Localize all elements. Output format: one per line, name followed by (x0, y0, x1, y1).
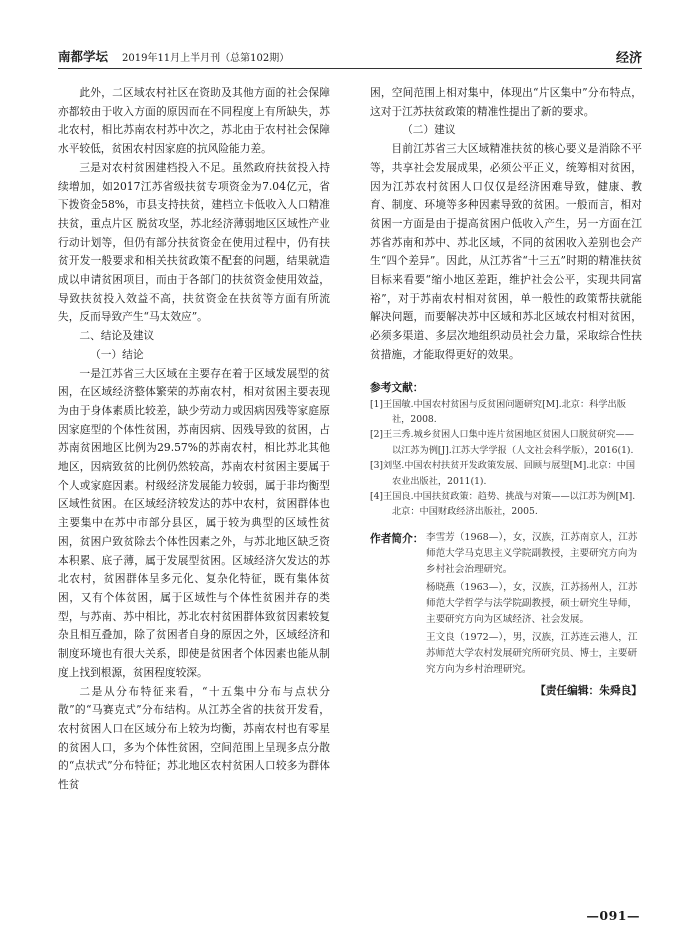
body-paragraph: 一是江苏省三大区域在主要存在着于区域发展型的贫困，在区域经济整体繁荣的苏南农村，相对贫困主要表现为由于身体素质比较差，缺少劳动力或因病因残等家庭原因家庭型的个体性贫困，苏南因病、因残导致的贫困，占苏南贫困地区比例为29.57%的苏南农村，相比苏北其他地区，因病致贫的比例仍然较高，苏南农村贫困主要属于个人或家庭因素。村级经济发展能力较弱，属于非均衡型区域性贫困。在区域经济较发达的苏中农村，贫困群体也主要集中在苏中市部分县区，属于较为典型的区域性贫困，贫困户致贫除去个体性因素之外，与苏北地区缺乏资本积累、底子薄，属于发展型贫困。区域经济欠发达的苏北农村，贫困群体呈多元化、复杂化特征，既有集体贫困，又有个体贫困，属于区域性与个体性贫困并存的类型，与苏南、苏中相比，苏北农村贫困群体致贫因素较复杂且相互叠加，除了贫困者自身的原因之外，区域经济和制度环境也有很大关系，即使是贫困者个体因素也能从制度上找到根源，贫困程度较深。 (58, 366, 330, 679)
page-number: —091— (586, 908, 640, 923)
author-bio: 杨晓燕（1963—），女，汉族，江苏扬州人，江苏师范大学哲学与法学院副教授，硕士研究生导师，主要研究方向为区域经济、社会发展。 (426, 581, 638, 625)
responsible-editor: 【责任编辑：朱舜良】 (535, 683, 642, 697)
reference-item: [1]王国敏.中国农村贫困与反贫困问题研究[M].北京：科学出版社，2008. (370, 398, 626, 425)
issue-info: 2019年11月上半月刊（总第102期） (122, 53, 290, 64)
section-heading: 二、结论及建议 (79, 329, 155, 343)
left-column (58, 84, 330, 795)
body-paragraph: 目前江苏省三大区域精准扶贫的核心要义是消除不平等，共享社会发展成果，必须公平正义，统筹相对贫困，因为江苏农村贫困人口仅仅是经济困难导致，健康、教育、制度、环境等多种因素导致的贫困。一般而言，相对贫困一方面是由于提高贫困户低收入产生，另一方面在江苏省苏南和苏中、苏北区域，不同的贫困收入差别也会产生“四个差异”。因此，从江苏省“十三五”时期的精准扶贫目标来看要“缩小地区差距，维护社会公平，实现共同富裕”，对于苏南农村相对贫困，单一般性的政策帮扶就能解决问题，而要解决苏中区域和苏北区域农村相对贫困，必须多渠道、多层次地组织动员社会力量，采取综合性扶贫措施，才能取得更好的效果。 (370, 142, 642, 361)
body-paragraph: 困，空间范围上相对集中，体现出“片区集中”分布特点，这对于江苏扶贫政策的精准性提出了新的要求。 (370, 86, 642, 118)
journal-masthead: 南都学坛 (58, 49, 109, 64)
subsection-heading: （一）结论 (90, 347, 144, 361)
subsection-heading: （二）建议 (402, 123, 456, 137)
section-label: 经济 (615, 51, 642, 66)
body-paragraph: 三是对农村贫困建档投入不足。虽然政府扶贫投入持续增加，如2017江苏省级扶贫专项资金为7.04亿元，省下拨资金58%，市县支持扶贫，建档立卡低收入人口精准扶贫，重点片区 脱贫攻坚，苏北经济薄弱地区区域性产业行动计划等，但仍有部分扶贫资金在使用过程中，仍有扶贫开发一般要求和相关扶贫政策不配套的问题，结果就造成以申请贫困项目，而由于各部门的扶贫资金使用效益，导致扶贫投入效益不高，扶贫资金在扶贫等方面有所流失，反而导致产生“马太效应”。 (58, 160, 330, 324)
reference-item: [4]王国良.中国扶贫政策：趋势、挑战与对策——以江苏为例[M].北京：中国财政经济出版社，2005. (370, 490, 636, 518)
running-header (58, 46, 642, 69)
author-bio: 王文良（1972—），男，汉族，江苏连云港人，江苏师范大学农村发展研究所研究员、博士，主要研究方向为乡村治理研究。 (426, 631, 638, 675)
author-bio-label: 作者简介： (370, 531, 424, 545)
reference-item: [2]王三秀.城乡贫困人口集中连片贫困地区贫困人口脱贫研究——以江苏为例[J].江苏大学学报（人文社会科学版），2016(1). (370, 429, 634, 456)
references-title: 参考文献： (370, 380, 424, 394)
reference-item: [3]刘坚.中国农村扶贫开发政策发展、回顾与展望[M].北京：中国农业出版社，2011(1). (370, 460, 636, 487)
author-bio-block (370, 530, 642, 678)
body-paragraph: 二是从分布特征来看，“十五集中分布与点状分散”的“马赛克式”分布结构。从江苏全省的扶贫开发看，农村贫困人口在区域分布上较为均衡，苏南农村也有零星的贫困人口，多为个体性贫困，空间范围上呈现多点分散的“点状式”分布特征；苏北地区农村贫困人口较多为群体性贫 (58, 684, 330, 792)
body-paragraph: 此外，二区域农村社区在资助及其他方面的社会保障亦都较由于收入方面的原因而在不同程度上有所缺失，苏北农村，相比苏南农村苏中次之，苏北由于农村社会保障水平较低，贫困农村因家庭的抗风险能力差。 (58, 86, 330, 156)
right-column (370, 84, 642, 700)
author-bio: 李雪芳（1968—），女，汉族，江苏南京人，江苏师范大学马克思主义学院副教授，主要研究方向为乡村社会治理研究。 (426, 531, 638, 575)
